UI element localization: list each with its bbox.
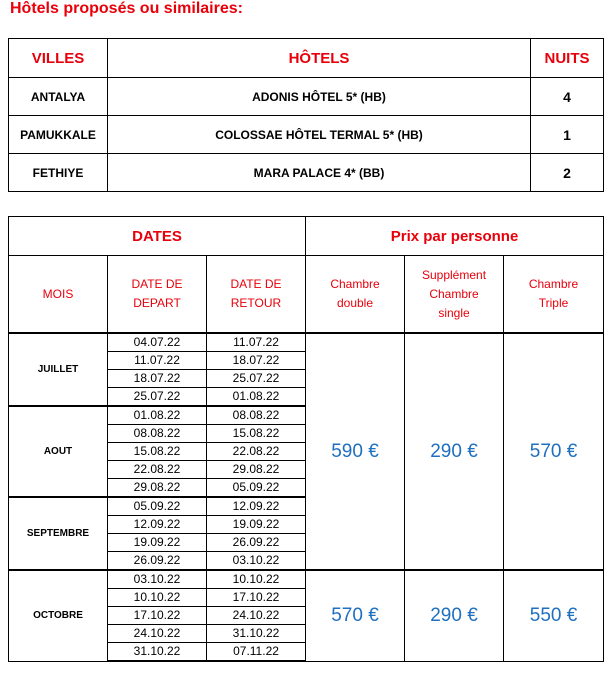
price-triple-cell: 570 € xyxy=(504,333,604,570)
header-nights: NUITS xyxy=(531,39,604,78)
hotel-city: ANTALYA xyxy=(9,78,108,116)
month-cell: OCTOBRE xyxy=(9,570,108,661)
hotel-row xyxy=(9,78,604,116)
header-cities: VILLES xyxy=(9,39,108,78)
col-triple-label: Chambre Triple xyxy=(528,277,579,310)
hotel-city: PAMUKKALE xyxy=(9,116,108,154)
col-depart-label: DATE DE DEPART xyxy=(131,277,183,310)
prices-table-body xyxy=(9,217,604,662)
return-date-cell: 26.09.22 xyxy=(207,534,306,552)
month-cell: SEPTEMBRE xyxy=(9,497,108,570)
depart-date-cell: 05.09.22 xyxy=(108,497,207,516)
prices-header-row xyxy=(9,256,604,334)
depart-date-cell: 08.08.22 xyxy=(108,425,207,443)
depart-date-cell: 18.07.22 xyxy=(108,370,207,388)
depart-date-cell: 04.07.22 xyxy=(108,333,207,352)
hotel-city: FETHIYE xyxy=(9,154,108,192)
return-date-cell: 19.09.22 xyxy=(207,516,306,534)
return-date-cell: 08.08.22 xyxy=(207,406,306,425)
return-date-cell: 17.10.22 xyxy=(207,589,306,607)
col-return xyxy=(207,256,306,334)
return-date-cell: 05.09.22 xyxy=(207,479,306,498)
return-date-cell: 03.10.22 xyxy=(207,552,306,571)
col-triple xyxy=(504,256,604,334)
return-date-cell: 22.08.22 xyxy=(207,443,306,461)
col-return-label: DATE DE RETOUR xyxy=(230,277,282,310)
depart-date-cell: 29.08.22 xyxy=(108,479,207,498)
depart-date-cell: 22.08.22 xyxy=(108,461,207,479)
hotels-header-row xyxy=(9,39,604,78)
hotel-nights: 4 xyxy=(531,78,604,116)
return-date-cell: 15.08.22 xyxy=(207,425,306,443)
price-double-cell: 570 € xyxy=(306,570,405,661)
return-date-cell: 31.10.22 xyxy=(207,625,306,643)
depart-date-cell: 11.07.22 xyxy=(108,352,207,370)
depart-date-cell: 15.08.22 xyxy=(108,443,207,461)
col-depart xyxy=(108,256,207,334)
date-row xyxy=(9,333,604,352)
return-date-cell: 01.08.22 xyxy=(207,388,306,407)
col-single-label: Supplément Chambre single xyxy=(421,267,487,320)
return-date-cell: 29.08.22 xyxy=(207,461,306,479)
col-single xyxy=(405,256,504,334)
depart-date-cell: 19.09.22 xyxy=(108,534,207,552)
date-row xyxy=(9,570,604,589)
depart-date-cell: 31.10.22 xyxy=(108,643,207,662)
return-date-cell: 07.11.22 xyxy=(207,643,306,662)
return-date-cell: 25.07.22 xyxy=(207,370,306,388)
hotel-name: ADONIS HÔTEL 5* (HB) xyxy=(108,78,531,116)
return-date-cell: 11.07.22 xyxy=(207,333,306,352)
price-single-cell: 290 € xyxy=(405,570,504,661)
return-date-cell: 10.10.22 xyxy=(207,570,306,589)
depart-date-cell: 24.10.22 xyxy=(108,625,207,643)
prices-section-row xyxy=(9,217,604,256)
col-double-label: Chambre double xyxy=(330,277,380,310)
month-cell: AOUT xyxy=(9,406,108,497)
return-date-cell: 12.09.22 xyxy=(207,497,306,516)
hotel-nights: 2 xyxy=(531,154,604,192)
depart-date-cell: 03.10.22 xyxy=(108,570,207,589)
price-single-cell: 290 € xyxy=(405,333,504,570)
col-month: MOIS xyxy=(9,256,108,334)
depart-date-cell: 26.09.22 xyxy=(108,552,207,571)
hotel-row xyxy=(9,154,604,192)
header-hotels: HÔTELS xyxy=(108,39,531,78)
depart-date-cell: 12.09.22 xyxy=(108,516,207,534)
depart-date-cell: 17.10.22 xyxy=(108,607,207,625)
return-date-cell: 18.07.22 xyxy=(207,352,306,370)
hotel-nights: 1 xyxy=(531,116,604,154)
page-title: Hôtels proposés ou similaires: xyxy=(10,0,243,17)
month-cell: JUILLET xyxy=(9,333,108,406)
section-dates: DATES xyxy=(9,217,306,256)
hotels-table-body xyxy=(9,39,604,192)
col-double xyxy=(306,256,405,334)
depart-date-cell: 01.08.22 xyxy=(108,406,207,425)
hotel-name: MARA PALACE 4* (BB) xyxy=(108,154,531,192)
depart-date-cell: 25.07.22 xyxy=(108,388,207,407)
price-double-cell: 590 € xyxy=(306,333,405,570)
hotels-table xyxy=(8,38,604,192)
prices-table xyxy=(8,216,604,662)
return-date-cell: 24.10.22 xyxy=(207,607,306,625)
hotel-row xyxy=(9,116,604,154)
section-prices: Prix par personne xyxy=(306,217,604,256)
price-triple-cell: 550 € xyxy=(504,570,604,661)
hotel-name: COLOSSAE HÔTEL TERMAL 5* (HB) xyxy=(108,116,531,154)
depart-date-cell: 10.10.22 xyxy=(108,589,207,607)
